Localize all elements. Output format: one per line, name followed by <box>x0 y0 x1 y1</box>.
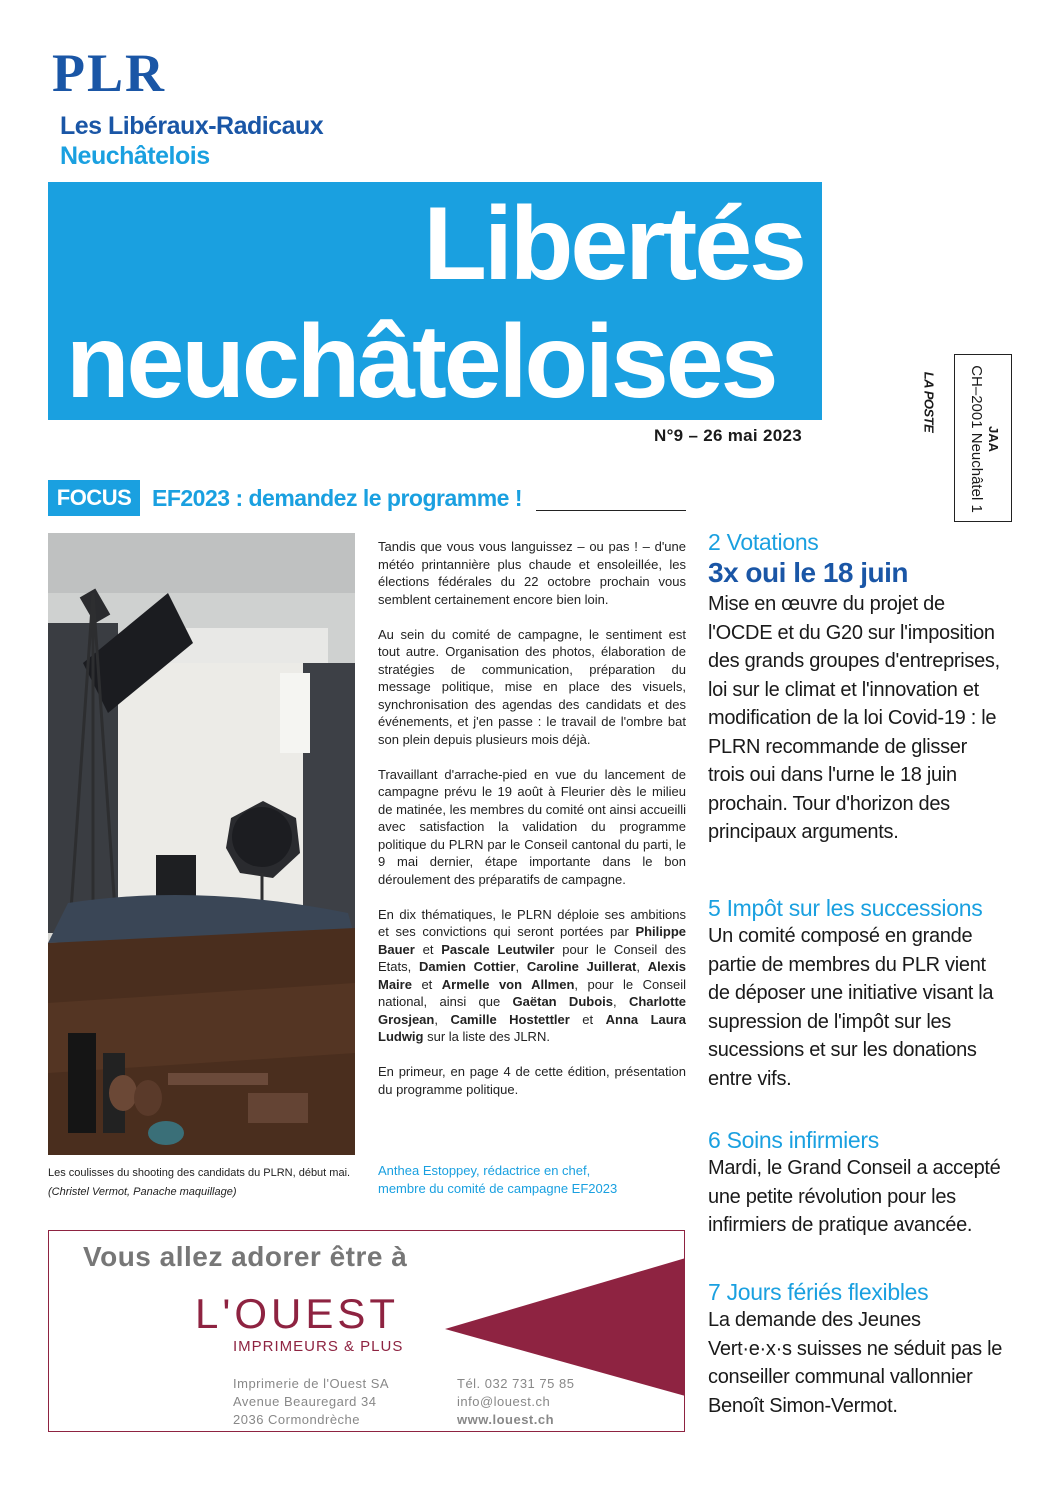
masthead-title-line1: Libertés <box>423 186 804 302</box>
candidate-name: Damien Cottier <box>418 959 516 974</box>
article-text: , pour le Conseil national, ainsi que <box>378 976 686 1009</box>
article-paragraph-candidates: En dix thématiques, le PLRN déploie ses ambitions et ses convictions qui seront portées par Philippe Bauer et Pascale Leutwiler pour le Conseil des Etats, Damien Cottier, Caroline Juillerat, Alexis Maire et Armelle von Allmen, pour le Conseil national, ainsi que Gaëtan Dubois, Charlotte Grosjean, Camille Hostettler et Anna Laura Ludwig sur la liste des JLRN. <box>378 906 686 1044</box>
article-paragraph: Tandis que vous vous languissez – ou pas ! – d'une météo printannière plus chaude et ensoleillée, les élections fédérales du 22 octobre prochain vous semblent certainement encore bien loin. <box>378 539 686 607</box>
article-paragraph: En primeur, en page 4 de cette édition, présentation du programme politique. <box>378 1064 686 1097</box>
ad-address-line: Imprimerie de l'Ouest SA <box>233 1376 390 1391</box>
article-text: pour le Conseil des Etats, <box>378 941 686 974</box>
sidebar-body: Mise en œuvre du projet de l'OCDE et du G20 sur l'imposition des grands groupes d'entreprises, loi sur le climat et l'innovation et modification de la loi Covid-19 : le PLRN recommande de glisser trois oui dans l'urne le 18 juin prochain. Tour d'horizon des principaux arguments. <box>708 593 1000 843</box>
sidebar-item-jours-feries[interactable] <box>708 1278 1008 1420</box>
photo-caption-text: Les coulisses du shooting des candidats du PLRN, début mai. <box>48 1167 351 1179</box>
article-text: et <box>582 1011 594 1027</box>
sidebar-item-votations[interactable] <box>708 528 1008 847</box>
sidebar-body: Un comité composé en grande partie de membres du PLR vient de déposer une initiative visant la supression de l'impôt sur les sucessions et sur les donations entre vifs. <box>708 925 994 1090</box>
signature-line: Anthea Estoppey, rédactrice en chef, <box>378 1163 591 1178</box>
party-name: Les Libéraux-Radicaux <box>60 112 324 140</box>
candidate-name: Caroline Juillerat <box>526 959 637 974</box>
issue-number-date: N°9 – 26 mai 2023 <box>654 426 802 445</box>
sidebar-subheading: 3x oui le 18 juin <box>708 557 909 588</box>
la-poste-wordmark: LA POSTE <box>921 371 937 433</box>
sidebar-heading: 2 Votations <box>708 529 819 555</box>
article-paragraph: Au sein du comité de campagne, le sentiment est tout autre. Organisation des photos, élaboration de stratégies de communication, préparation du message politique, mise en place des visuels, synchronisation des agendas des candidats et des événements, et j'en passe : le travail de l'ombre bat son plein depuis plusieurs mois déjà. <box>378 626 686 747</box>
candidate-name: Camille Hostettler <box>450 1011 570 1027</box>
sidebar-heading: 6 Soins infirmiers <box>708 1127 879 1153</box>
sidebar-heading: 7 Jours fériés flexibles <box>708 1279 929 1305</box>
sidebar-item-successions[interactable] <box>708 894 1008 1093</box>
article-text: et <box>421 976 433 992</box>
photo-credit <box>48 1183 358 1202</box>
sidebar-body: La demande des Jeunes Vert·e·x·s suisses ne séduit pas le conseiller communal vallonnier Benoît Simon-Vermot. <box>708 1309 1003 1417</box>
party-logo: PLR <box>52 43 166 103</box>
candidate-name: Philippe Bauer <box>378 924 686 957</box>
candidate-name: Anna Laura Ludwig <box>378 1011 686 1044</box>
masthead-title-line2: neuchâteloises <box>66 304 776 420</box>
postal-location: CH–2001 Neuchâtel 1 <box>968 365 985 513</box>
article-signature <box>378 1162 688 1197</box>
advertisement[interactable] <box>48 1230 685 1432</box>
sidebar-body: Mardi, le Grand Conseil a accepté une petite révolution pour les infirmiers de pratique avancée. <box>708 1157 1001 1236</box>
article-text: En dix thématiques, le PLRN déploie ses ambitions et ses convictions qui seront portées par <box>378 906 686 939</box>
ad-slogan: Vous allez adorer être à <box>83 1241 408 1272</box>
postal-jaa: JAA <box>986 425 1001 452</box>
sidebar-heading: 5 Impôt sur les successions <box>708 895 983 921</box>
focus-title: EF2023 : demandez le programme ! <box>152 485 523 511</box>
candidate-name: Pascale Leutwiler <box>441 941 555 957</box>
photo-credit-text: (Christel Vermot, Panache maquillage) <box>48 1186 237 1198</box>
ad-brand-logo: L'OUEST <box>195 1290 400 1337</box>
candidate-name: Armelle von Allmen <box>441 976 575 992</box>
ad-address-line: Avenue Beauregard 34 <box>233 1394 377 1409</box>
sidebar-item-soins-infirmiers[interactable] <box>708 1126 1008 1240</box>
studio-photo-illustration <box>48 533 355 1155</box>
focus-tag: FOCUS <box>48 480 140 516</box>
focus-rule-divider <box>536 510 686 511</box>
ad-phone: Tél. 032 731 75 85 <box>457 1376 575 1391</box>
la-poste-logo <box>905 372 953 432</box>
studio-photo <box>48 533 355 1155</box>
candidate-name: Gaëtan Dubois <box>512 994 613 1009</box>
signature-line: membre du comité de campagne EF2023 <box>378 1180 618 1196</box>
photo-caption <box>48 1164 358 1202</box>
candidate-name: Alexis Maire <box>378 959 686 992</box>
ad-address-line: 2036 Cormondrèche <box>233 1412 361 1427</box>
article-paragraph: Travaillant d'arrache-pied en vue du lancement de campagne prévu le 19 août à Fleurier dès le milieu de matinée, les membres du comité ont ainsi accueilli avec satisfaction la validation du programme politique du PLRN par le Conseil cantonal du parti, le 9 mai dernier, étape importante dans le bon déroulement des préparatifs de campagne. <box>378 766 686 887</box>
candidate-name: Charlotte Grosjean <box>378 994 686 1027</box>
postal-stamp-text <box>955 355 1013 523</box>
focus-article <box>378 538 686 1116</box>
ad-address <box>233 1375 389 1429</box>
ad-website-link[interactable]: www.louest.ch <box>457 1412 555 1427</box>
masthead <box>48 182 822 420</box>
ad-tagline: IMPRIMEURS & PLUS <box>233 1338 404 1355</box>
ad-contact <box>457 1375 574 1429</box>
postal-stamp <box>954 354 1012 522</box>
party-region: Neuchâtelois <box>60 142 210 170</box>
article-text: et <box>422 941 434 957</box>
ad-email[interactable]: info@louest.ch <box>457 1394 551 1409</box>
article-text: sur la liste des JLRN. <box>427 1029 550 1044</box>
